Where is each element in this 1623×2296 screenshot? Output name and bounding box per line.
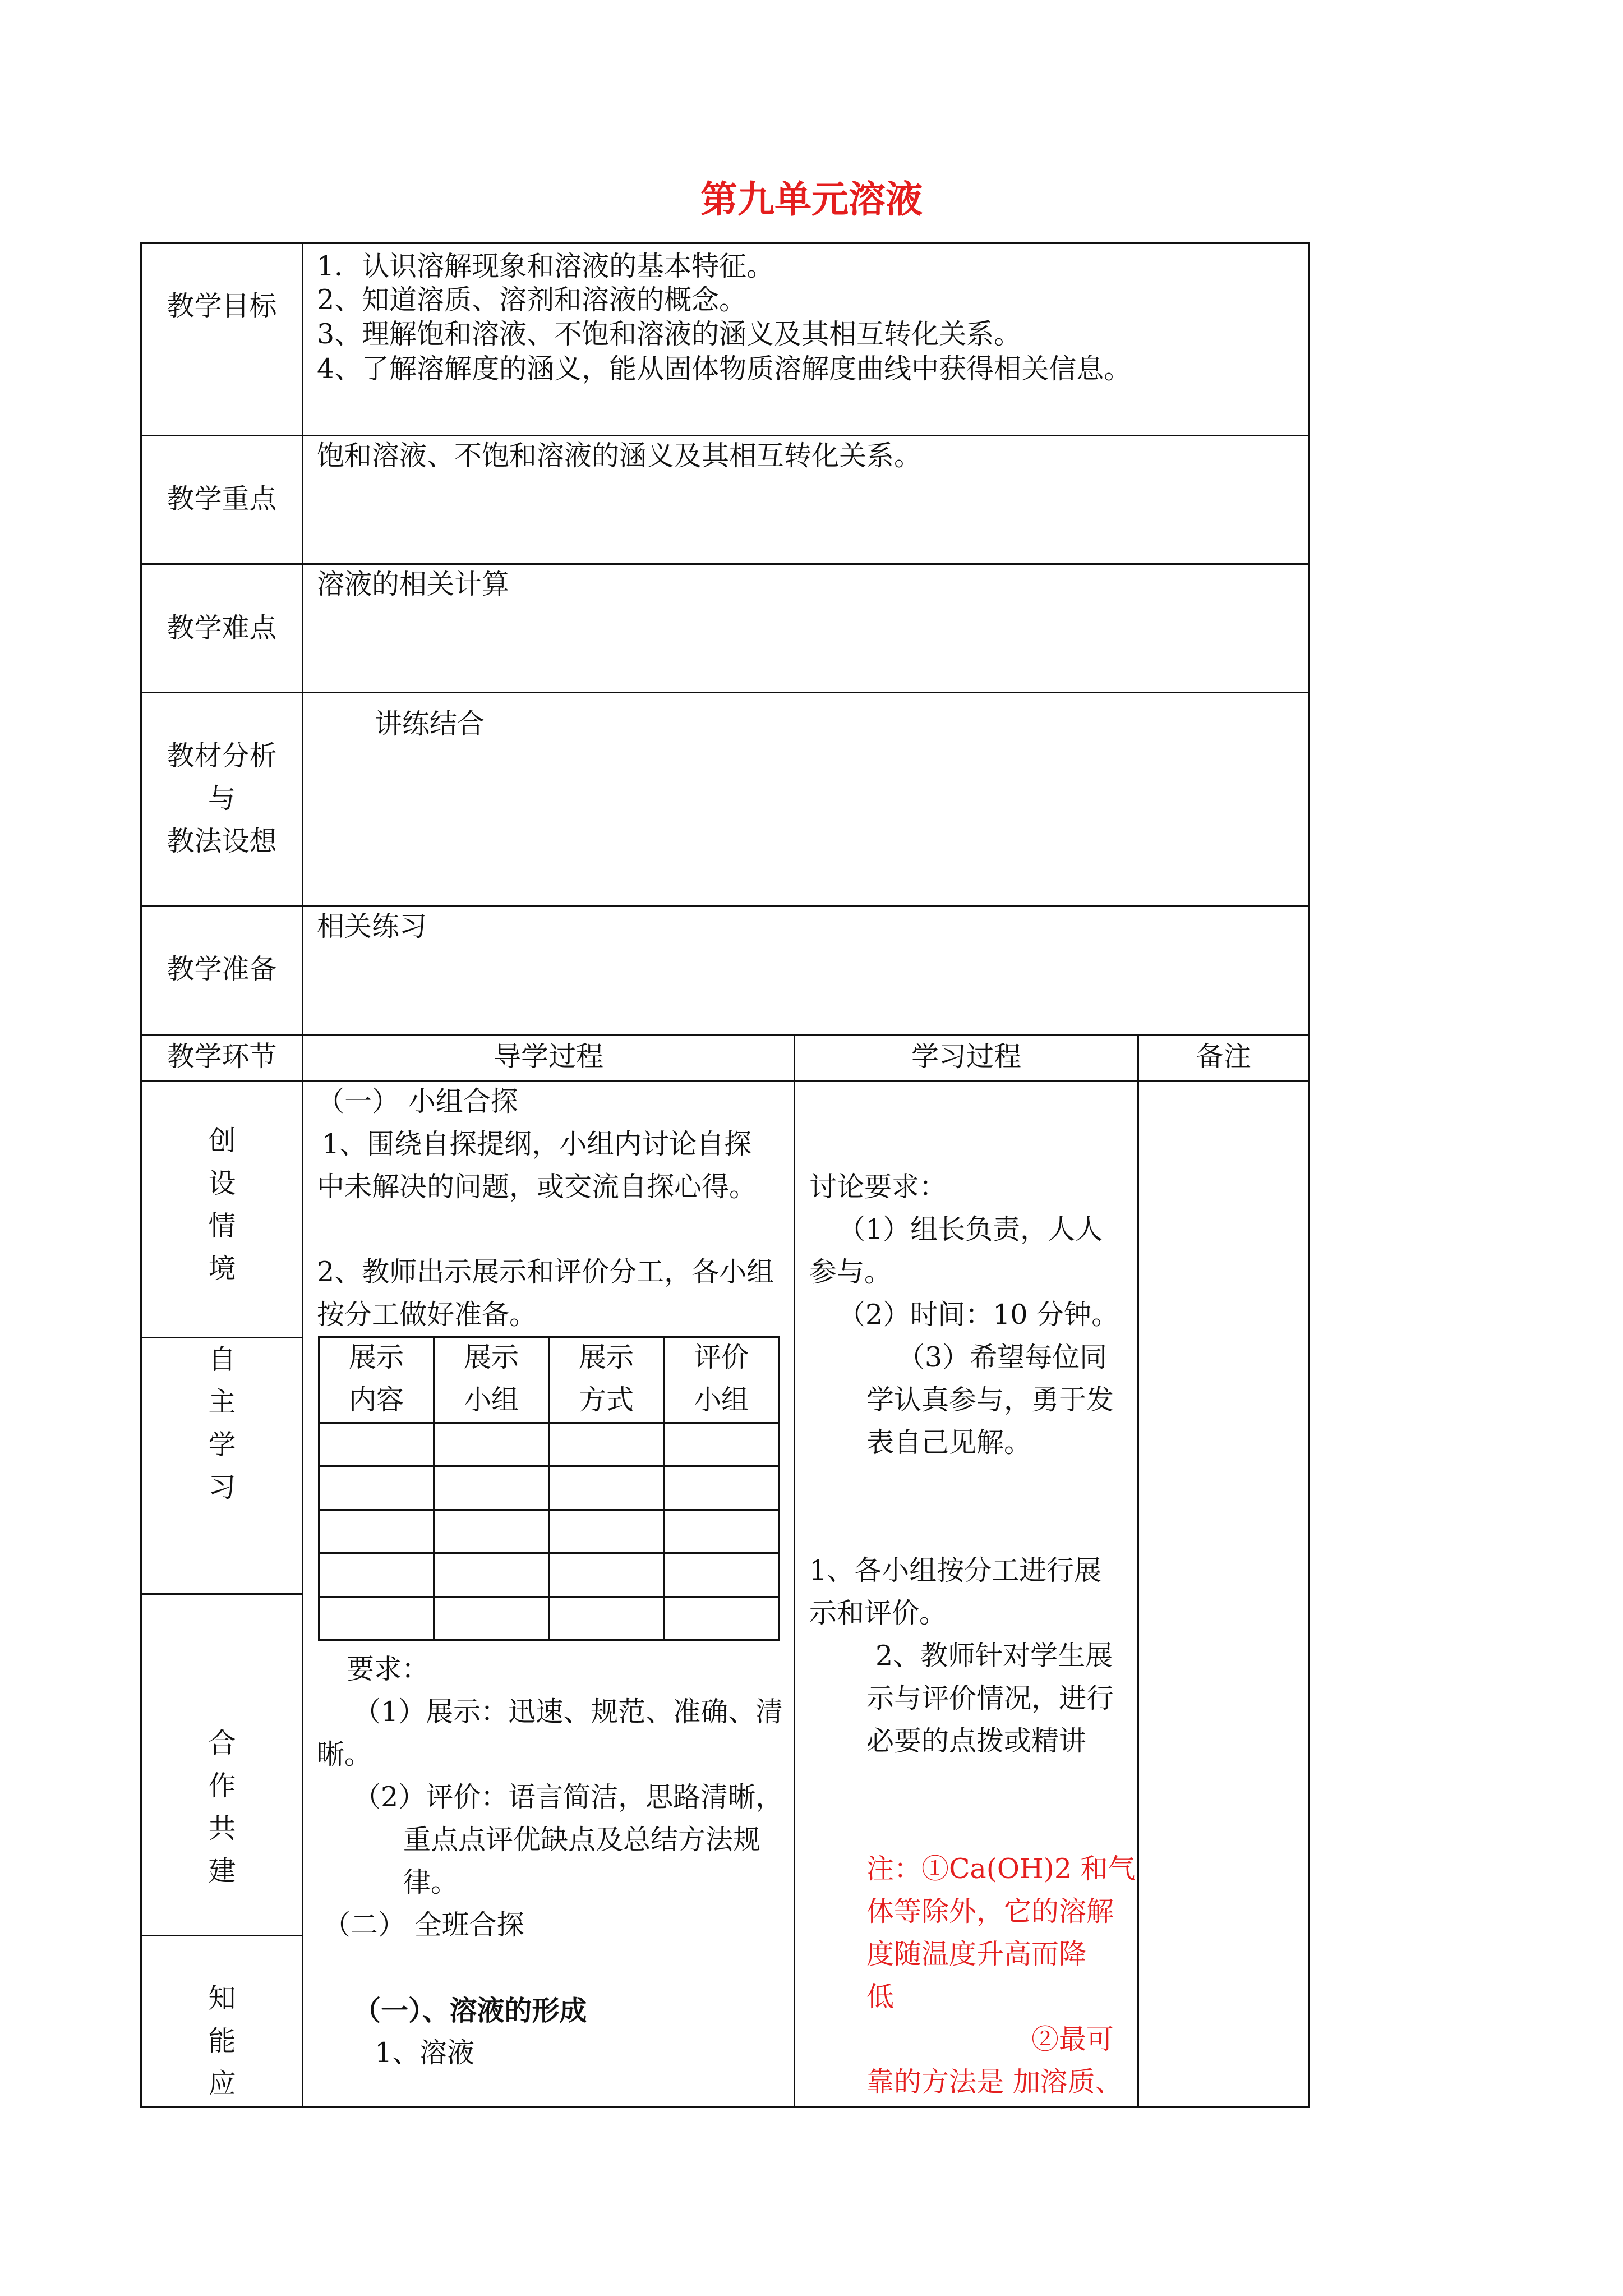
guide-text: 重点点评优缺点及总结方法规 [403, 1824, 761, 1856]
row-label-goals: 教学目标 [167, 290, 277, 322]
page-title: 第九单元溶液 [700, 177, 923, 221]
analysis-text: 讲练结合 [375, 708, 485, 740]
table-rule [140, 563, 1310, 565]
table-rule [794, 1034, 795, 2108]
study-text: 表自己见解。 [866, 1427, 1032, 1458]
goal-line: 4、了解溶解度的涵义，能从固体物质溶解度曲线中获得相关信息。 [317, 353, 1132, 385]
study-text: （3）希望每位同 [897, 1341, 1108, 1373]
prep-text: 相关练习 [317, 910, 427, 942]
focus-text: 饱和溶液、不饱和溶液的涵义及其相互转化关系。 [317, 440, 922, 472]
goal-line: 3、理解饱和溶液、不饱和溶液的涵义及其相互转化关系。 [317, 318, 1022, 350]
inner-header: 方式 [578, 1384, 634, 1416]
header-notes: 备注 [1196, 1041, 1251, 1073]
inner-header: 展示 [463, 1341, 519, 1373]
study-text: 讨论要求： [809, 1171, 947, 1203]
guide-text: 2、教师出示展示和评价分工，各小组 [317, 1256, 774, 1288]
study-text: （1）组长负责，人人 [838, 1213, 1103, 1245]
study-note: 低 [866, 1981, 895, 2013]
table-rule [140, 905, 1310, 907]
row-label-focus: 教学重点 [167, 483, 277, 515]
stage-apply: 知 能 应 [208, 1982, 236, 2100]
header-study: 学习过程 [911, 1041, 1021, 1073]
guide-section-2: （二） 全班合探 [323, 1909, 524, 1941]
table-rule [140, 1080, 1310, 1082]
guide-text: 1、围绕自探提纲，小组内讨论自探 [322, 1128, 752, 1160]
header-stage: 教学环节 [167, 1041, 277, 1073]
guide-text: 中未解决的问题，或交流自探心得。 [317, 1171, 757, 1203]
table-rule [140, 1935, 303, 1936]
inner-header: 小组 [463, 1384, 519, 1416]
guide-text: （1）展示：迅速、规范、准确、清 [353, 1696, 783, 1728]
row-label-analysis: 教法设想 [167, 825, 277, 857]
study-text: 2、教师针对学生展 [875, 1640, 1113, 1672]
table-rule [140, 242, 142, 2108]
goal-line: 2、知道溶质、溶剂和溶液的概念。 [317, 284, 747, 316]
row-label-prep: 教学准备 [167, 953, 277, 985]
guide-text: 晰。 [317, 1738, 372, 1770]
study-note: 靠的方法是 加溶质、 [866, 2066, 1123, 2098]
table-rule [140, 242, 1310, 244]
study-note: 度随温度升高而降 [866, 1938, 1087, 1970]
study-text: 1、各小组按分工进行展 [809, 1554, 1102, 1586]
guide-text: （2）评价：语言简洁，思路清晰， [353, 1781, 783, 1813]
stage-create-scenario: 创 设 情 境 [208, 1125, 236, 1285]
study-text: 示与评价情况，进行 [866, 1682, 1114, 1714]
table-rule [140, 1593, 303, 1595]
row-label-difficulty: 教学难点 [167, 612, 277, 644]
guide-section-1: （一） 小组合探 [317, 1085, 518, 1117]
inner-rule [778, 1336, 780, 1641]
study-text: 必要的点拨或精讲 [866, 1725, 1087, 1757]
study-note: ②最可 [1031, 2023, 1114, 2055]
goal-line: 1．认识溶解现象和溶液的基本特征。 [317, 250, 774, 282]
row-label-analysis: 与 [208, 783, 236, 815]
table-rule [140, 2106, 1310, 2108]
table-rule [140, 692, 1310, 693]
stage-self-study: 自 主 学 习 [208, 1343, 236, 1503]
header-guide: 导学过程 [493, 1041, 603, 1073]
table-rule [302, 242, 303, 2108]
guide-subheading: （一）、溶液的形成 [353, 1994, 587, 2027]
study-text: 示和评价。 [809, 1597, 947, 1629]
row-label-analysis: 教材分析 [167, 740, 277, 772]
table-rule [1308, 242, 1310, 2108]
stage-cooperate: 合 作 共 建 [208, 1727, 236, 1887]
inner-header: 展示 [578, 1341, 634, 1373]
study-text: 学认真参与，勇于发 [866, 1384, 1114, 1416]
table-rule [1137, 1034, 1139, 2108]
study-note: 注：①Ca(OH)2 和气 [866, 1853, 1136, 1885]
study-note: 体等除外，它的溶解 [866, 1895, 1114, 1927]
inner-header: 展示 [348, 1341, 404, 1373]
guide-text: 1、溶液 [375, 2037, 475, 2069]
guide-text: 律。 [403, 1866, 459, 1898]
inner-header: 内容 [348, 1384, 404, 1416]
inner-header: 评价 [693, 1341, 749, 1373]
guide-text: 要求： [347, 1653, 430, 1685]
inner-header: 小组 [693, 1384, 749, 1416]
study-text: （2）时间：10 分钟。 [838, 1299, 1119, 1331]
guide-text: 按分工做好准备。 [317, 1299, 537, 1331]
study-text: 参与。 [809, 1256, 892, 1288]
difficulty-text: 溶液的相关计算 [317, 568, 510, 600]
